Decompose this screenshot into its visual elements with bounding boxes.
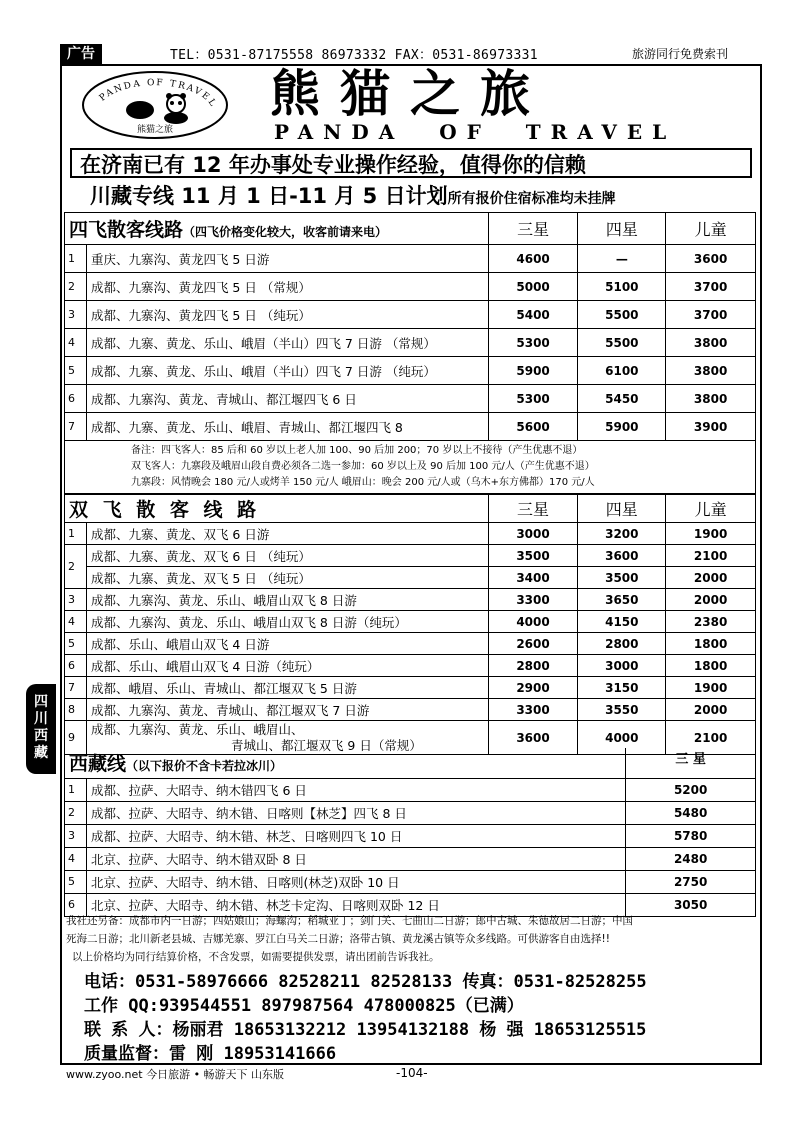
- price-3star: 2600: [488, 633, 578, 655]
- route-cell: 北京、拉萨、大昭寺、纳木错、日喀则(林芝)双卧 10 日: [86, 870, 625, 893]
- price-child: 3900: [666, 413, 756, 441]
- price-child: 2000: [666, 589, 756, 611]
- row-number: 6: [65, 893, 87, 916]
- shuangfei-header-row: [65, 495, 756, 523]
- brand-name-cn: 熊猫之旅: [270, 64, 550, 123]
- price-child: 2000: [666, 567, 756, 589]
- route-heading: [90, 180, 616, 210]
- price-3star: 5600: [488, 413, 578, 441]
- route-cell: 成都、乐山、峨眉山双飞 4 日游: [86, 633, 488, 655]
- price-3star: 5300: [488, 385, 578, 413]
- contact-qq: 工作 QQ:939544551 897987564 478000825（已满）: [84, 996, 524, 1016]
- shuangfei-table: [64, 494, 756, 755]
- price-3star: 3050: [626, 893, 756, 916]
- route-cell: 成都、拉萨、大昭寺、纳木错四飞 6 日: [86, 778, 625, 801]
- shuangfei-col-3star: 三星: [488, 495, 578, 523]
- brand-name-en: PANDA OF TRAVEL: [274, 120, 677, 144]
- shuangfei-row: [65, 699, 756, 721]
- shuangfei-row: [65, 633, 756, 655]
- price-4star: 2800: [578, 633, 666, 655]
- price-3star: 4000: [488, 611, 578, 633]
- price-3star: 2480: [626, 847, 756, 870]
- price-4star: —: [578, 245, 666, 273]
- price-child: 1900: [666, 523, 756, 545]
- shuangfei-row: [65, 567, 756, 589]
- price-child: 3700: [666, 273, 756, 301]
- row-number: 4: [65, 329, 87, 357]
- sifei-note-3: 九寨段：风情晚会 180 元/人或烤羊 150 元/人 峨眉山：晚会 200 元/人或（乌木+东方佛都）170 元/人: [131, 477, 595, 488]
- xizang-row: [65, 824, 756, 847]
- xizang-row: [65, 778, 756, 801]
- route-cell: 北京、拉萨、大昭寺、纳木错、林芝卡定沟、日喀则双卧 12 日: [86, 893, 625, 916]
- route-cell: 成都、九寨沟、黄龙、乐山、峨眉山双飞 8 日游: [86, 589, 488, 611]
- route-cell: 成都、九寨、黄龙、乐山、峨眉（半山）四飞 7 日游 （常规）: [86, 329, 488, 357]
- sifei-row: [65, 273, 756, 301]
- row-number: 3: [65, 301, 87, 329]
- row-number: 6: [65, 385, 87, 413]
- slogan: 在济南已有 12 年办事处专业操作经验，值得你的信赖: [80, 153, 586, 177]
- logo-en-text: PANDA OF TRAVEL: [97, 78, 219, 110]
- region-side-tab-label: 四川西藏: [34, 694, 48, 761]
- price-child: 3600: [666, 245, 756, 273]
- sifei-table: [64, 212, 756, 494]
- price-child: 2100: [666, 545, 756, 567]
- sifei-title: 四飞散客线路: [69, 219, 184, 241]
- route-cell: 北京、拉萨、大昭寺、纳木错双卧 8 日: [86, 847, 625, 870]
- sifei-col-4star: 四星: [578, 213, 666, 245]
- price-4star: 3600: [578, 545, 666, 567]
- price-child: 1900: [666, 677, 756, 699]
- footer-site: www.zyoo.net 今日旅游 • 畅游天下 山东版: [66, 1068, 285, 1081]
- route-cell: 成都、九寨沟、黄龙四飞 5 日 （常规）: [86, 273, 488, 301]
- shuangfei-title: 双 飞 散 客 线 路: [65, 495, 489, 523]
- xizang-row: [65, 847, 756, 870]
- extra-line-2: 死海二日游；北川新老县城、吉娜羌寨、罗江白马关二日游；洛带古镇、黄龙溪古镇等众多线路。可供游客自由选择!!: [66, 933, 610, 945]
- price-3star: 5200: [626, 778, 756, 801]
- route-cell: 成都、九寨沟、黄龙、青城山、都江堰四飞 6 日: [86, 385, 488, 413]
- shuangfei-col-child: 儿童: [666, 495, 756, 523]
- contact-person: 联 系 人：杨丽君 18653132212 13954132188 杨 强 18653125515: [84, 1020, 647, 1040]
- shuangfei-row: [65, 523, 756, 545]
- price-3star: 5000: [488, 273, 578, 301]
- route-cell: 成都、九寨、黄龙、双飞 6 日 （纯玩）: [86, 545, 488, 567]
- xizang-rows: [65, 778, 756, 916]
- route-cell: 成都、九寨、黄龙、双飞 5 日 （纯玩）: [86, 567, 488, 589]
- sifei-rows: [65, 245, 756, 441]
- row-number: 1: [65, 245, 87, 273]
- row-number: 6: [65, 655, 87, 677]
- row-number: 5: [65, 870, 87, 893]
- sifei-subtitle: （四飞价格变化较大，收客前请来电）: [183, 225, 388, 239]
- row-number: 7: [65, 413, 87, 441]
- route-cell: 成都、九寨沟、黄龙、乐山、峨眉山双飞 8 日游（纯玩）: [86, 611, 488, 633]
- sifei-row: [65, 413, 756, 441]
- shuangfei-row: [65, 545, 756, 567]
- panda-logo: [80, 70, 230, 140]
- row-number: 5: [65, 633, 87, 655]
- row-number: 3: [65, 824, 87, 847]
- price-3star: 3000: [488, 523, 578, 545]
- logo-cn-text: 熊猫之旅: [136, 125, 174, 135]
- price-child: 1800: [666, 633, 756, 655]
- price-4star: 5100: [578, 273, 666, 301]
- region-side-tab: [26, 684, 56, 774]
- price-child: 1800: [666, 655, 756, 677]
- route-line-2: 青城山、都江堰双飞 9 日（常规）: [230, 737, 422, 753]
- price-child: 3800: [666, 385, 756, 413]
- sifei-row: [65, 301, 756, 329]
- route-line-1: 成都、九寨沟、黄龙、乐山、峨眉山、: [90, 721, 304, 737]
- shuangfei-row: [65, 589, 756, 611]
- page-number: -104-: [396, 1066, 428, 1080]
- contact-phone: 电话：0531-58976666 82528211 82528133 传真：0531-82528255: [84, 972, 647, 992]
- route-cell: 成都、九寨沟、黄龙四飞 5 日 （纯玩）: [86, 301, 488, 329]
- price-4star: 3650: [578, 589, 666, 611]
- xizang-title-cell: [65, 748, 626, 778]
- sifei-row: [65, 245, 756, 273]
- xizang-table: [64, 748, 756, 917]
- row-number: 9: [65, 721, 87, 755]
- price-4star: 4000: [578, 721, 666, 755]
- row-number: 7: [65, 677, 87, 699]
- price-3star: 3300: [488, 589, 578, 611]
- sifei-notes: [65, 441, 756, 494]
- price-3star: 3500: [488, 545, 578, 567]
- price-child: 2380: [666, 611, 756, 633]
- row-number: 1: [65, 523, 87, 545]
- price-3star: 3600: [488, 721, 578, 755]
- price-4star: 3500: [578, 567, 666, 589]
- sifei-notes-row: [65, 441, 756, 494]
- price-child: 3800: [666, 329, 756, 357]
- sifei-note-2: 双飞客人：九寨段及峨眉山段自费必须各二选一参加：60 岁以上及 90 后加 100 元/人（产生优惠不退）: [131, 461, 595, 472]
- price-3star: 2800: [488, 655, 578, 677]
- shuangfei-col-4star: 四星: [578, 495, 666, 523]
- price-4star: 3150: [578, 677, 666, 699]
- price-4star: 3550: [578, 699, 666, 721]
- price-3star: 3400: [488, 567, 578, 589]
- price-4star: 3200: [578, 523, 666, 545]
- shuangfei-row: [65, 677, 756, 699]
- price-child: 3800: [666, 357, 756, 385]
- price-4star: 6100: [578, 357, 666, 385]
- row-number: 3: [65, 589, 87, 611]
- ad-tag: 广告: [60, 44, 102, 64]
- route-cell: 成都、九寨、黄龙、乐山、峨眉（半山）四飞 7 日游 （纯玩）: [86, 357, 488, 385]
- panda-body-left-icon: [126, 101, 154, 119]
- extra-line-3: 以上价格均为同行结算价格，不含发票，如需要提供发票，请出团前告诉我社。: [72, 951, 440, 963]
- shuangfei-rows: [65, 523, 756, 721]
- price-4star: 5500: [578, 329, 666, 357]
- sifei-row: [65, 385, 756, 413]
- xizang-col-3star: 三 星: [626, 748, 756, 778]
- price-3star: 2750: [626, 870, 756, 893]
- sifei-col-child: 儿童: [666, 213, 756, 245]
- price-3star: 5480: [626, 801, 756, 824]
- price-3star: 5900: [488, 357, 578, 385]
- price-3star: 5780: [626, 824, 756, 847]
- xizang-row: [65, 870, 756, 893]
- row-number: 5: [65, 357, 87, 385]
- row-number: 2: [65, 545, 87, 589]
- sifei-row: [65, 357, 756, 385]
- sifei-row: [65, 329, 756, 357]
- price-4star: 5450: [578, 385, 666, 413]
- sifei-title-cell: [65, 213, 489, 245]
- price-3star: 5300: [488, 329, 578, 357]
- price-3star: 4600: [488, 245, 578, 273]
- price-3star: 3300: [488, 699, 578, 721]
- price-4star: 4150: [578, 611, 666, 633]
- header-right-label: 旅游同行免费索刊: [632, 47, 729, 61]
- price-child: 2100: [666, 721, 756, 755]
- route-cell: 成都、九寨、黄龙、双飞 6 日游: [86, 523, 488, 545]
- route-cell: 成都、乐山、峨眉山双飞 4 日游（纯玩）: [86, 655, 488, 677]
- shuangfei-row: [65, 611, 756, 633]
- row-number: 2: [65, 801, 87, 824]
- bottom-rule: [60, 1063, 762, 1065]
- row-number: 2: [65, 273, 87, 301]
- route-cell: 成都、九寨、黄龙、乐山、峨眉、青城山、都江堰四飞 8: [86, 413, 488, 441]
- route-heading-title: 川藏专线 11 月 1 日-11 月 5 日计划: [90, 184, 448, 208]
- xizang-subtitle: （以下报价不含卡若拉冰川）: [126, 759, 283, 774]
- route-cell: 成都、九寨沟、黄龙、青城山、都江堰双飞 7 日游: [86, 699, 488, 721]
- extra-line-1: 我社还另备：成都市内一日游；四姑娘山；海螺沟；稻城亚丁；剑门关、七曲山二日游；郎中古城、朱德故居二日游；中国: [66, 915, 633, 927]
- row-number: 1: [65, 778, 87, 801]
- price-child: 2000: [666, 699, 756, 721]
- price-3star: 5400: [488, 301, 578, 329]
- price-4star: 5500: [578, 301, 666, 329]
- sifei-col-3star: 三星: [488, 213, 578, 245]
- route-cell: 成都、拉萨、大昭寺、纳木错、日喀则【林芝】四飞 8 日: [86, 801, 625, 824]
- row-number: 4: [65, 847, 87, 870]
- route-cell: 重庆、九寨沟、黄龙四飞 5 日游: [86, 245, 488, 273]
- row-number: 4: [65, 611, 87, 633]
- xizang-title: 西藏线: [69, 753, 127, 776]
- sifei-note-1: 备注：四飞客人：85 后和 60 岁以上老人加 100、90 后加 200；70 岁以上不接待（产生优惠不退）: [131, 445, 583, 456]
- quality-supervisor: 质量监督：雷 刚 18953141666: [84, 1044, 337, 1064]
- xizang-header-row: [65, 748, 756, 778]
- header-contact-line: TEL：0531-87175558 86973332 FAX：0531-86973331: [170, 48, 538, 63]
- sifei-header-row: [65, 213, 756, 245]
- route-heading-note: 所有报价住宿标准均未挂牌: [447, 191, 616, 207]
- xizang-row: [65, 801, 756, 824]
- price-3star: 2900: [488, 677, 578, 699]
- price-child: 3700: [666, 301, 756, 329]
- extra-routes-note: [66, 912, 756, 966]
- route-cell: 成都、拉萨、大昭寺、纳木错、林芝、日喀则四飞 10 日: [86, 824, 625, 847]
- route-cell: 成都、峨眉、乐山、青城山、都江堰双飞 5 日游: [86, 677, 488, 699]
- row-number: 8: [65, 699, 87, 721]
- shuangfei-row: [65, 655, 756, 677]
- price-4star: 5900: [578, 413, 666, 441]
- price-4star: 3000: [578, 655, 666, 677]
